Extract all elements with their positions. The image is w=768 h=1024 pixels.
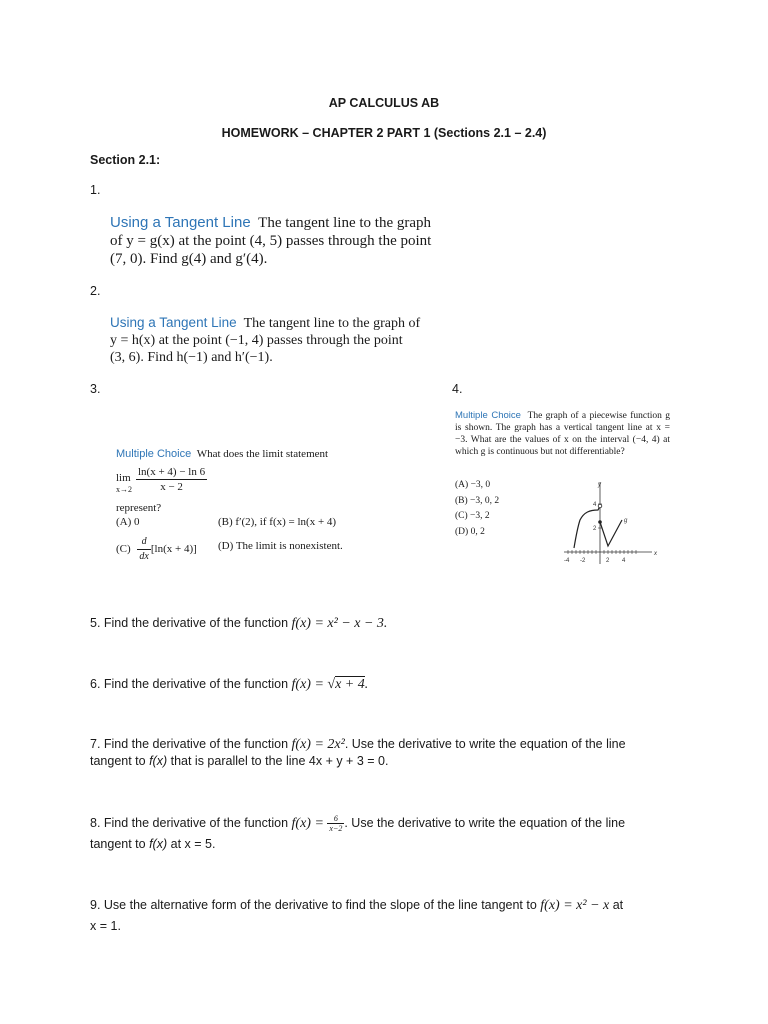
question-3-intro: What does the limit statement (196, 448, 329, 460)
question-8-line2-f: f(x) (149, 837, 168, 851)
question-1-line3: (7, 0). Find g(4) and g′(4). (110, 251, 268, 267)
q3-option-c-prefix: (C) (116, 543, 131, 556)
question-9-math: f(x) = x² − x (540, 898, 610, 913)
question-4-text (455, 410, 670, 458)
question-3-number: 3. (90, 382, 101, 396)
question-1-number: 1. (90, 183, 101, 197)
question-1-text (110, 214, 450, 268)
question-8-line2-post: at x = 5. (167, 837, 216, 851)
question-2-text (110, 314, 430, 366)
q8-denominator: x−2 (329, 824, 343, 834)
q4-option-d: (D) 0, 2 (455, 526, 485, 537)
limit-fraction (136, 465, 207, 494)
x-tick-4: 4 (622, 558, 626, 564)
question-3-block (116, 447, 376, 562)
question-2-number: 2. (90, 284, 101, 298)
q3-option-c-body: [ln(x + 4)] (150, 543, 197, 556)
q8-numerator: 6 (327, 814, 344, 824)
y-axis-label: y (598, 482, 601, 488)
question-7-text: 7. Find the derivative of the function (90, 737, 289, 751)
x-tick-neg2: -2 (580, 558, 586, 564)
question-5 (90, 616, 387, 632)
limit-subscript: x→2 (116, 485, 132, 494)
question-8-text: 8. Find the derivative of the function (90, 816, 289, 830)
question-7-line2-pre: tangent to (90, 754, 150, 768)
limit-expression (116, 465, 376, 495)
x-tick-neg4: -4 (564, 558, 570, 564)
question-1-line2: of y = g(x) at the point (4, 5) passes through the point (110, 233, 432, 249)
x-tick-2: 2 (606, 558, 610, 564)
question-8-line2-pre: tangent to (90, 837, 150, 851)
question-2-line2: y = h(x) at the point (−1, 4) passes through the point (110, 333, 403, 348)
question-5-text: 5. Find the derivative of the function (90, 616, 289, 630)
question-9-line2: x = 1. (90, 919, 121, 933)
q4-option-c: (C) −3, 2 (455, 511, 490, 521)
question-8 (90, 813, 625, 854)
question-7-rest: . Use the derivative to write the equation of the line (344, 737, 626, 751)
open-point (598, 504, 602, 508)
section-heading: Section 2.1: (90, 153, 161, 167)
q3-option-d: (D) The limit is nonexistent. (218, 540, 343, 552)
question-6-radicand: x + 4 (335, 677, 365, 692)
derivative-operator (137, 535, 150, 564)
course-title: AP CALCULUS AB (328, 96, 440, 110)
q4-option-a: (A) −3, 0 (455, 480, 491, 490)
question-6-math-post: . (364, 677, 369, 692)
question-9-rest: at (609, 898, 624, 912)
question-4-body: The graph of a piecewise function g is shown. The graph has a vertical tangent line at x = −3. What are the values of x on the interval (−4, 4) at which g is continuous but not differentiable? (455, 411, 670, 457)
question-1-line1: The tangent line to the graph (258, 215, 432, 231)
y-tick-4: 4 (593, 502, 597, 508)
homework-title: HOMEWORK – CHAPTER 2 PART 1 (Sections 2.1 – 2.4) (221, 126, 547, 140)
derivative-d: d (141, 536, 147, 547)
question-2-line1: The tangent line to the graph of (243, 316, 421, 331)
function-label: g (624, 518, 628, 524)
question-4-heading: Multiple Choice (455, 410, 521, 421)
question-7-line2-f: f(x) (149, 754, 168, 768)
question-2-line3: (3, 6). Find h(−1) and h′(−1). (110, 350, 273, 365)
question-2-heading: Using a Tangent Line (110, 315, 237, 330)
question-7-line2-post: that is parallel to the line 4x + y + 3 = 0. (167, 754, 389, 768)
question-6 (90, 677, 368, 693)
q4-option-b: (B) −3, 0, 2 (455, 495, 500, 506)
x-axis-label: x (654, 551, 657, 557)
question-3-represent: represent? (116, 502, 162, 514)
question-6-math-pre: f(x) = √ (291, 677, 336, 692)
question-8-rest: . Use the derivative to write the equation of the line (344, 816, 626, 830)
question-9 (90, 895, 623, 936)
question-6-math (292, 676, 369, 692)
question-7-math: f(x) = 2x² (291, 737, 345, 752)
question-3-heading: Multiple Choice (116, 448, 192, 460)
limit-word: lim (116, 472, 131, 484)
question-8-fraction (327, 814, 344, 833)
y-tick-2: 2 (593, 526, 597, 532)
question-7 (90, 736, 626, 770)
question-5-math: f(x) = x² − x − 3. (291, 616, 388, 631)
limit-numerator: ln(x + 4) − ln 6 (138, 466, 206, 478)
q3-option-b: (B) f′(2), if f(x) = ln(x + 4) (218, 516, 337, 528)
q3-option-a: (A) 0 (116, 516, 140, 528)
question-9-text: 9. Use the alternative form of the derivative to find the slope of the line tangent to (90, 898, 537, 912)
derivative-dx: dx (139, 551, 149, 562)
g-right-lines (600, 520, 622, 546)
q3-option-c (116, 535, 197, 564)
question-6-text: 6. Find the derivative of the function (90, 677, 289, 691)
question-8-math: f(x) = (291, 816, 324, 831)
limit-denominator: x − 2 (160, 481, 183, 493)
question-1-heading: Using a Tangent Line (110, 214, 251, 231)
piecewise-graph (560, 476, 660, 568)
question-4-number: 4. (452, 382, 463, 396)
question-4-options (455, 478, 499, 540)
